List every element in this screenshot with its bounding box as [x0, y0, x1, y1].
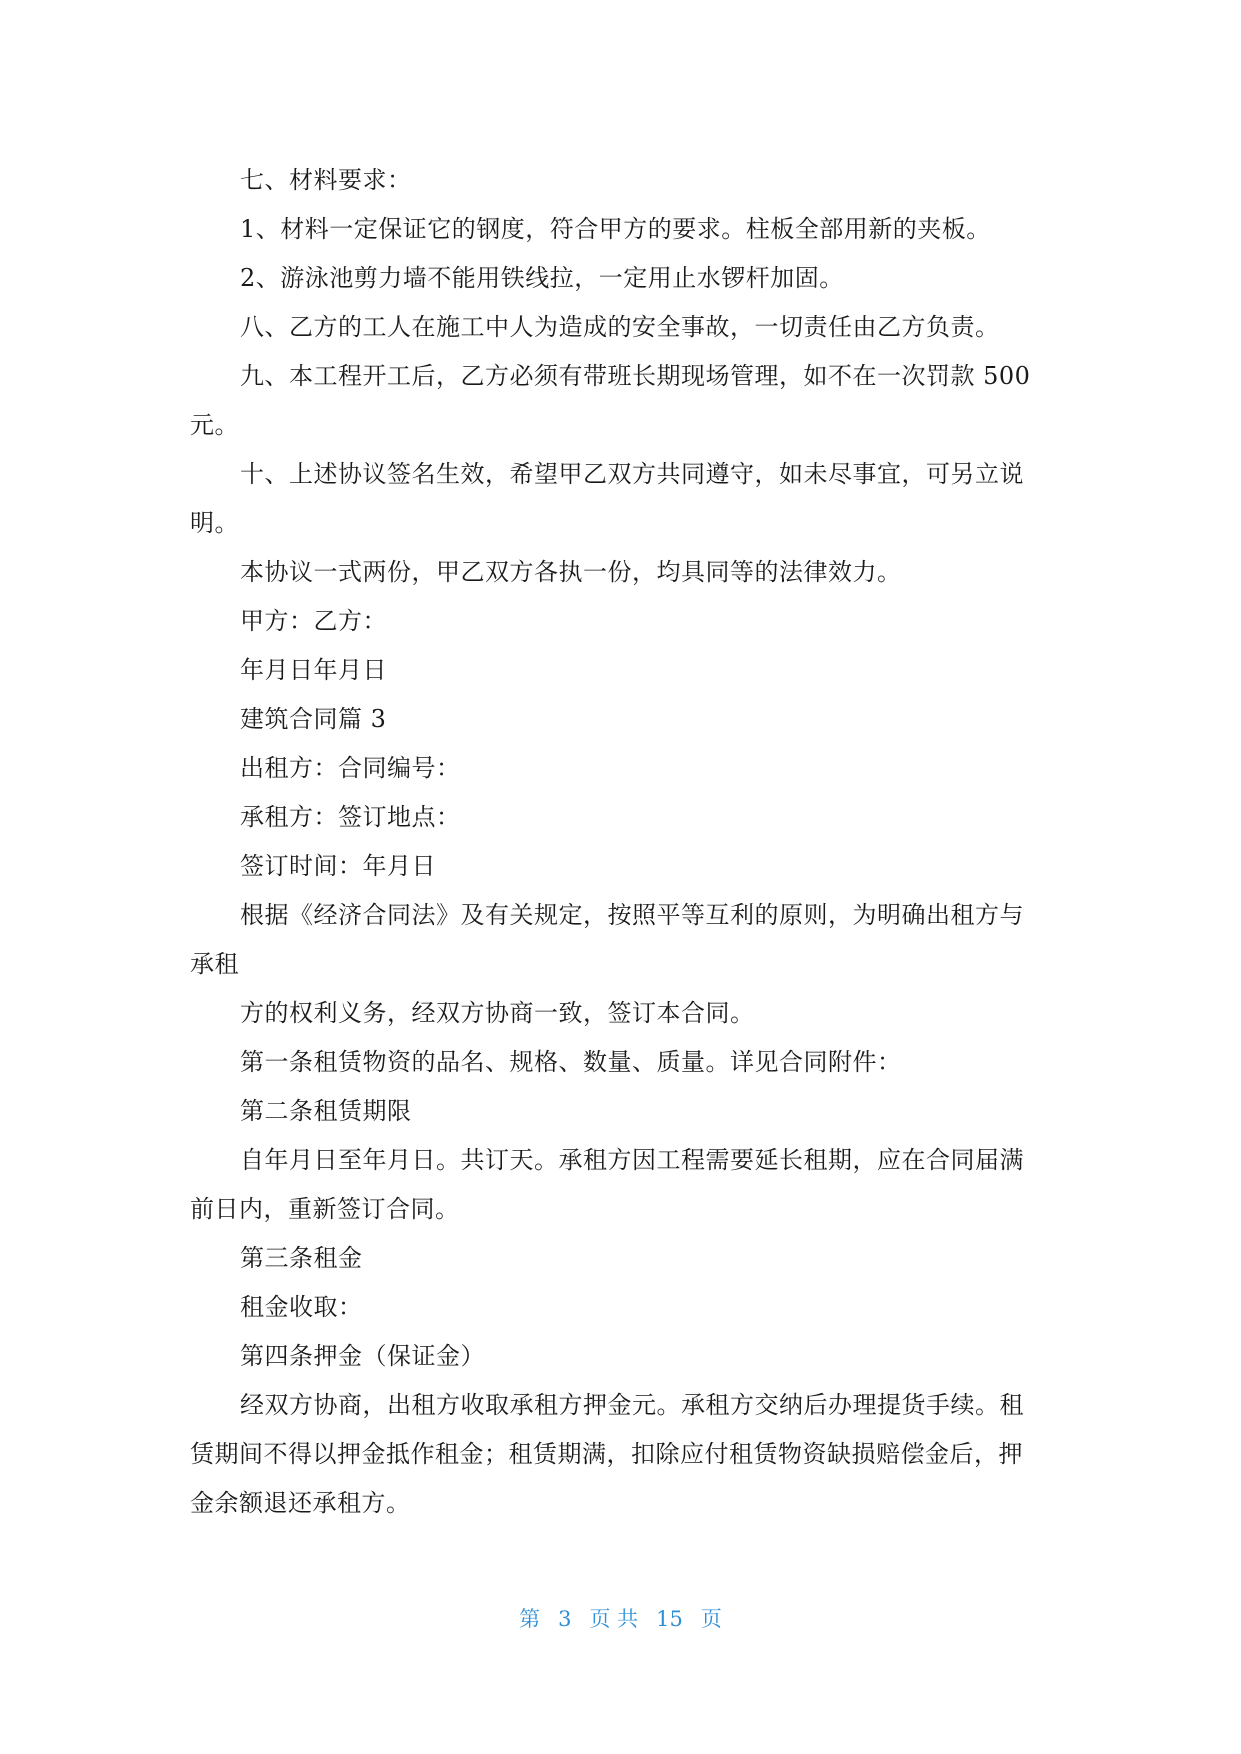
page-footer	[0, 1603, 1241, 1633]
document-body	[190, 156, 1040, 1528]
paragraph: 经双方协商，出租方收取承租方押金元。承租方交纳后办理提货手续。租赁期间不得以押金抵作租金；租赁期满，扣除应付租赁物资缺损赔偿金后，押金余额退还承租方。	[190, 1391, 1024, 1517]
section-heading-materials: 七、材料要求：	[240, 166, 412, 194]
paragraph: 根据《经济合同法》及有关规定，按照平等互利的原则，为明确出租方与承租	[190, 901, 1024, 978]
lessee-line: 承租方：签订地点：	[240, 803, 461, 831]
article-heading: 第三条租金	[240, 1244, 363, 1272]
signature-parties: 甲方：乙方：	[240, 607, 387, 635]
footer-suffix: 页	[700, 1607, 722, 1631]
paragraph: 十、上述协议签名生效，希望甲乙双方共同遵守，如未尽事宜，可另立说明。	[190, 460, 1024, 537]
contract-title: 建筑合同篇 3	[240, 705, 387, 733]
article-heading: 第一条租赁物资的品名、规格、数量、质量。详见合同附件：	[240, 1048, 902, 1076]
signature-dates: 年月日年月日	[240, 656, 387, 684]
footer-middle: 页 共	[589, 1607, 639, 1631]
paragraph: 九、本工程开工后，乙方必须有带班长期现场管理，如不在一次罚款 500 元。	[190, 362, 1031, 439]
lessor-line: 出租方：合同编号：	[240, 754, 461, 782]
paragraph: 1、材料一定保证它的钢度，符合甲方的要求。柱板全部用新的夹板。	[240, 215, 991, 243]
footer-page-number: 3	[558, 1607, 572, 1631]
signing-time-line: 签订时间：年月日	[240, 852, 436, 880]
footer-total-pages: 15	[656, 1607, 683, 1631]
paragraph: 八、乙方的工人在施工中人为造成的安全事故，一切责任由乙方负责。	[240, 313, 1000, 341]
footer-prefix: 第	[519, 1607, 541, 1631]
article-heading: 第二条租赁期限	[240, 1097, 412, 1125]
paragraph: 自年月日至年月日。共订天。承租方因工程需要延长租期，应在合同届满前日内，重新签订合同。	[190, 1146, 1024, 1223]
article-heading: 第四条押金（保证金）	[240, 1342, 485, 1370]
paragraph: 方的权利义务，经双方协商一致，签订本合同。	[240, 999, 755, 1027]
paragraph: 本协议一式两份，甲乙双方各执一份，均具同等的法律效力。	[240, 558, 902, 586]
paragraph: 2、游泳池剪力墙不能用铁线拉，一定用止水锣杆加固。	[240, 264, 844, 292]
paragraph: 租金收取：	[240, 1293, 363, 1321]
